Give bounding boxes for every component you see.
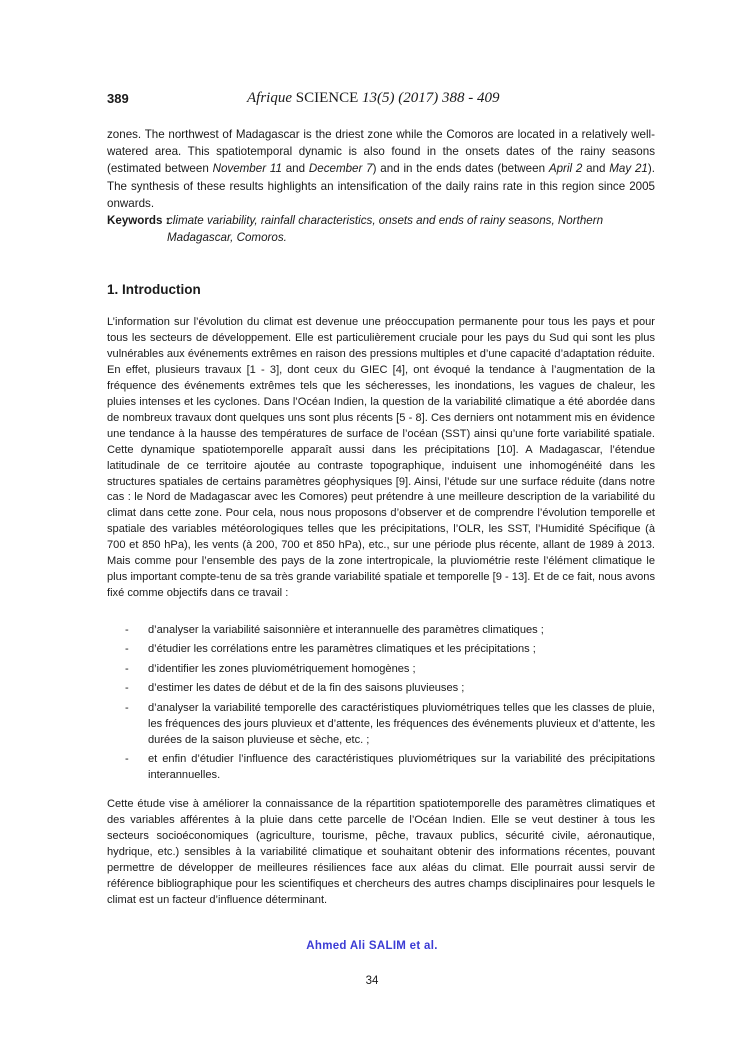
list-item-text: d’identifier les zones pluviométriquement homogènes ; <box>148 662 416 675</box>
footer-authors: Ahmed Ali SALIM et al. <box>306 940 438 952</box>
header-page-number: 389 <box>107 91 129 106</box>
abstract-text: and <box>582 162 610 176</box>
keywords-label: Keywords : <box>107 214 170 227</box>
footer-page-number: 34 <box>365 975 379 987</box>
introduction-paragraph: L’information sur l’évolution du climat est devenue une préoccupation permanente pour tous les pays et pour tous les secteurs de développement. Elle est particulièrement cruciale pour les pays du Sud qui sont les plus vulnérables aux événements extrêmes en raison des pressions multiples et d’une capacité d’adaptation réduite. En effet, plusieurs travaux [1 - 3], dont ceux du GIEC [4], ont évoqué la tendance à l’augmentation de la fréquence des événements extrêmes tels que les sécheresses, les inondations, les vagues de chaleur, les pluies intenses et les cyclones. Dans l’Océan Indien, la question de la variabilité climatique a été abordée dans de nombreux travaux dont quelques uns sont plus récents [5 - 8]. Ces derniers ont notamment mis en évidence une tendance à la hausse des températures de surface de l’océan (SST) ainsi qu’une forte variabilité spatiale. Cette dynamique spatiotemporelle apparaît aussi dans les précipitations [10]. A Madagascar, l’étendue latitudinale de ce territoire ajoutée au contraste topographique, induisent une inhomogénéité dans les structures spatiales de certains paramètres géophysiques [9]. Ainsi, l’étude sur une surface réduite (dans notre cas : le Nord de Madagascar avec les Comores) peut prétendre à une meilleure description de la variabilité du climat dans cette zone. Pour cela, nous nous proposons d’observer et de comprendre l’évolution temporelle et spatiale des variables météorologiques telles que les précipitations, l’OLR, les SST, l’Humidité Spécifique (à 700 et 850 hPa), les vents (à 200, 700 et 850 hPa), etc., sur une période plus récente, allant de 1989 à 2013. Mais comme pour l’ensemble des pays de la zone intertropicale, la pluviométrie reste l’élément climatique le plus important compte-tenu de sa très grande variabilité spatiale et temporelle [9 - 13]. Et de ce fait, nous avons fixé comme objectifs dans ce travail : <box>107 316 655 600</box>
abstract-text: and <box>281 162 309 176</box>
end-date-start: April 2 <box>548 162 583 176</box>
list-item <box>125 662 655 678</box>
onset-date-end: December 7 <box>308 162 373 176</box>
list-item <box>125 623 655 639</box>
running-header <box>107 91 655 109</box>
keywords-text: climate variability, rainfall characteristics, onsets and ends of rainy seasons, Northern Madagascar, Comoros. <box>167 214 604 245</box>
section-heading: 1. Introduction <box>107 282 201 297</box>
bullet-dash: - <box>125 682 129 695</box>
bullet-dash: - <box>125 643 129 656</box>
closing-paragraph: Cette étude vise à améliorer la connaissance de la répartition spatiotemporelle des paramètres climatiques et des variables afférentes à la pluie dans cette parcelle de l’Océan Indien. Elle se veut destiner à tous les secteurs socioéconomiques (agriculture, tourisme, pêche, travaux publics, sécurité civile, aéronautique, hydrique, etc.) sensibles à la variabilité climatique et souhaitant obtenir des informations récentes, pouvant permettre de développer de meilleures résiliences face aux aléas du climat. Elle pourrait aussi servir de référence bibliographique pour les scientifiques et chercheurs des autres champs disciplinaires pour lesquels le climat est un facteur d’influence déterminant. <box>107 798 655 906</box>
journal-name: SCIENCE <box>295 90 359 106</box>
abstract-text: ). The synthesis of these results highlights an intensification of the daily rains rate in this region since 2005 onwards. <box>107 162 655 210</box>
list-item <box>125 681 655 697</box>
bullet-dash: - <box>125 701 129 714</box>
bullet-dash: - <box>125 662 129 675</box>
onset-date-start: November 11 <box>212 162 282 176</box>
list-item <box>125 752 655 784</box>
list-item-text: d’analyser la variabilité temporelle des caractéristiques pluviométriques telles que les classes de pluie, les fréquences des jours pluvieux et d’attente, les fréquences des événements pluvieux et d’attente, les durées de la saison pluvieuse et sèche, etc. ; <box>148 701 655 746</box>
objectives-list <box>125 623 655 788</box>
list-item-text: d’estimer les dates de début et de la fin des saisons pluvieuses ; <box>148 682 465 695</box>
list-item-text: d’analyser la variabilité saisonnière et interannuelle des paramètres climatiques ; <box>148 624 544 636</box>
journal-name-italic: Afrique <box>247 90 292 106</box>
abstract-text: ) and in the ends dates (between <box>372 162 549 176</box>
list-item <box>125 701 655 749</box>
list-item-text: d’étudier les corrélations entre les paramètres climatiques et les précipitations ; <box>148 643 536 656</box>
journal-reference <box>247 90 500 107</box>
bullet-dash: - <box>125 624 129 636</box>
end-date-end: May 21 <box>609 162 648 176</box>
abstract-text: zones. The northwest of Madagascar is the driest zone while the Comoros are located in a relatively well-watered area. This spatiotemporal dynamic is also found in the onsets dates of the rainy seasons (estimated between <box>107 128 655 176</box>
bullet-dash: - <box>125 753 129 766</box>
journal-volume: 13(5) (2017) 388 - 409 <box>362 90 500 106</box>
abstract-ending <box>107 126 655 212</box>
list-item-text: et enfin d’étudier l’influence des caractéristiques pluviométriques sur la variabilité des précipitations interannuelles. <box>148 753 655 782</box>
list-item <box>125 642 655 658</box>
